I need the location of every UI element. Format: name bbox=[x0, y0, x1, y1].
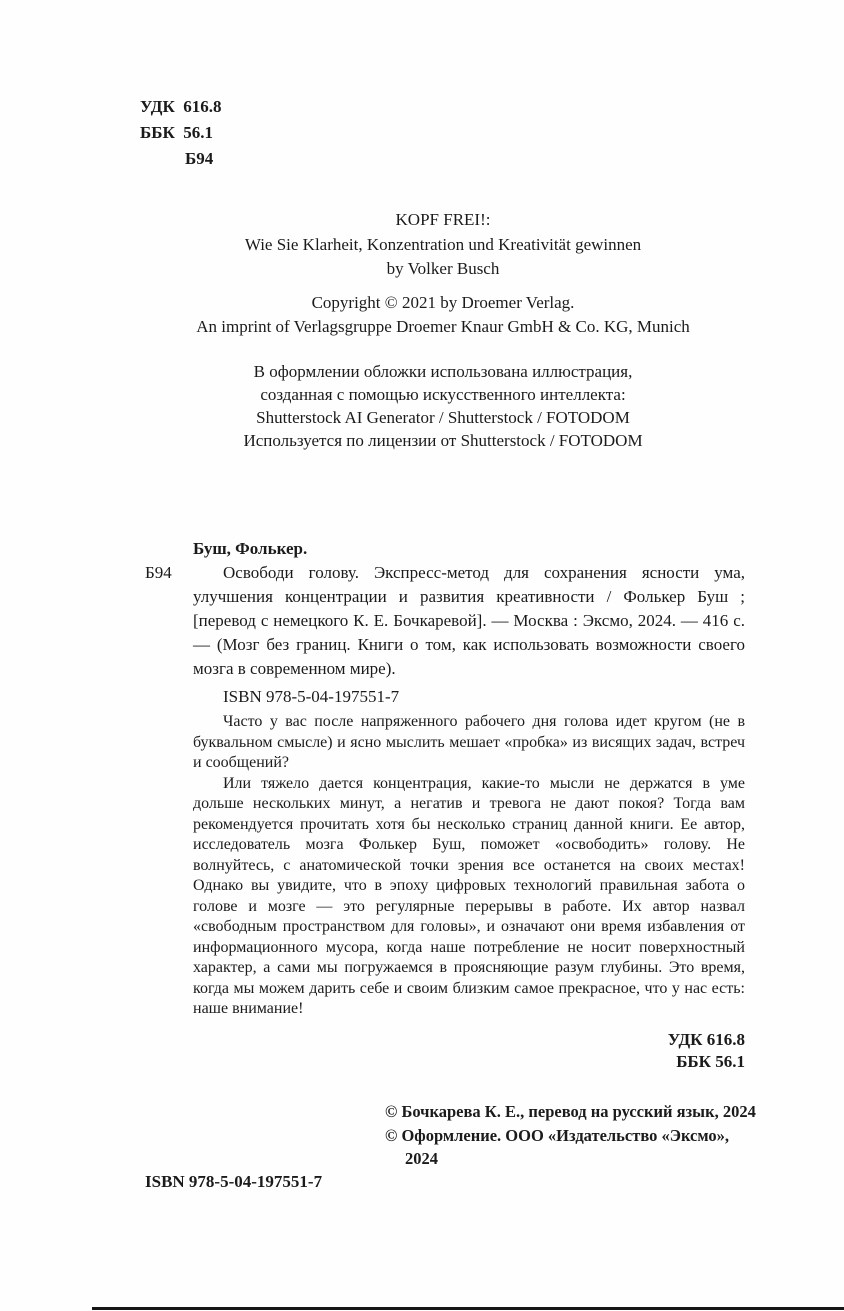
footer-copyrights bbox=[385, 1100, 757, 1171]
annotation-paragraph-2: Или тяжело дается концентрация, какие-то мысли не держатся в уме дольше нескольких минут, а негатив и тревога не дают покоя? Тогда вам рекомендуется прочитать хотя бы несколько страниц данной книги. Ее автор, исследователь мозга Фолькер Буш, поможет «освободить» голову. Не волнуйтесь, с анатомической точки зрения все останется на своих местах! Однако вы увидите, что в эпоху цифровых технологий правильная забота о голове и мозге — это регулярные перерывы в работе. Их автор назвал «свободным пространством для головы», и означают они время избавления от информационного мусора, когда наше потребление не носит поверхностный характер, а сами мы погружаемся в проясняющие разум глубины. Это время, когда мы можем дарить себе и своим близким самое прекрасное, что у нас есть: наше внимание! bbox=[193, 774, 745, 1017]
design-copyright: © Оформление. ООО «Издательство «Эксмо», 2024 bbox=[385, 1125, 730, 1168]
original-author-line: by Volker Busch bbox=[386, 259, 500, 278]
page-bottom-edge bbox=[92, 1307, 844, 1310]
original-title-block bbox=[143, 208, 743, 282]
author-sign-top: Б94 bbox=[185, 149, 214, 168]
copyright-line: Copyright © 2021 by Droemer Verlag. bbox=[311, 293, 575, 312]
bibliographic-entry bbox=[145, 561, 745, 681]
author-sign-code: Б94 bbox=[145, 563, 172, 582]
footer-isbn: ISBN 978-5-04-197551-7 bbox=[145, 1172, 323, 1191]
bibliographic-author: Буш, Фолькер. bbox=[193, 539, 308, 558]
bbk-code-bottom: ББК 56.1 bbox=[676, 1051, 745, 1071]
imprint-line: An imprint of Verlagsgruppe Droemer Knaur GmbH & Co. KG, Munich bbox=[196, 316, 690, 336]
cover-credit-line: созданная с помощью искусственного интеллекта: bbox=[260, 385, 626, 404]
bbk-code-top: ББК 56.1 bbox=[140, 123, 214, 142]
original-title-line: KOPF FREI!: bbox=[395, 210, 491, 229]
bibliographic-column bbox=[145, 537, 745, 1073]
annotation-paragraph-1: Часто у вас после напряженного рабочего дня голова идет кругом (не в буквальном смысле) и ясно мыслить мешает «пробка» из висящих задач, встреч и сообщений? bbox=[193, 713, 745, 771]
bottom-classification-codes bbox=[193, 1029, 745, 1073]
bibliographic-entry-text: Освободи голову. Экспресс-метод для сохранения ясности ума, улучшения концентрации и развития креативности / Фолькер Буш ; [перевод с немецкого К. Е. Бочкаревой]. — Москва : Эксмо, 2024. — 416 с. — (Мозг без границ. Книги о том, как использовать возможности своего мозга в современном мире). bbox=[193, 563, 745, 678]
cover-credit-line: Shutterstock AI Generator / Shutterstock / FOTODOM bbox=[256, 408, 630, 427]
original-subtitle-line: Wie Sie Klarheit, Konzentration und Kreativität gewinnen bbox=[244, 234, 642, 254]
cover-credit-line: В оформлении обложки использована иллюстрация, bbox=[253, 362, 633, 381]
udk-code-bottom: УДК 616.8 bbox=[667, 1029, 745, 1049]
udk-code-top: УДК 616.8 bbox=[140, 97, 222, 116]
isbn-line: ISBN 978-5-04-197551-7 bbox=[223, 687, 400, 706]
top-classification-codes bbox=[140, 94, 222, 172]
translation-copyright: © Бочкарева К. Е., перевод на русский язык, 2024 bbox=[385, 1102, 756, 1121]
copyright-notice-block bbox=[143, 291, 743, 338]
cover-credit-line: Используется по лицензии от Shutterstock / FOTODOM bbox=[243, 431, 643, 450]
cover-credit-block bbox=[143, 360, 743, 452]
